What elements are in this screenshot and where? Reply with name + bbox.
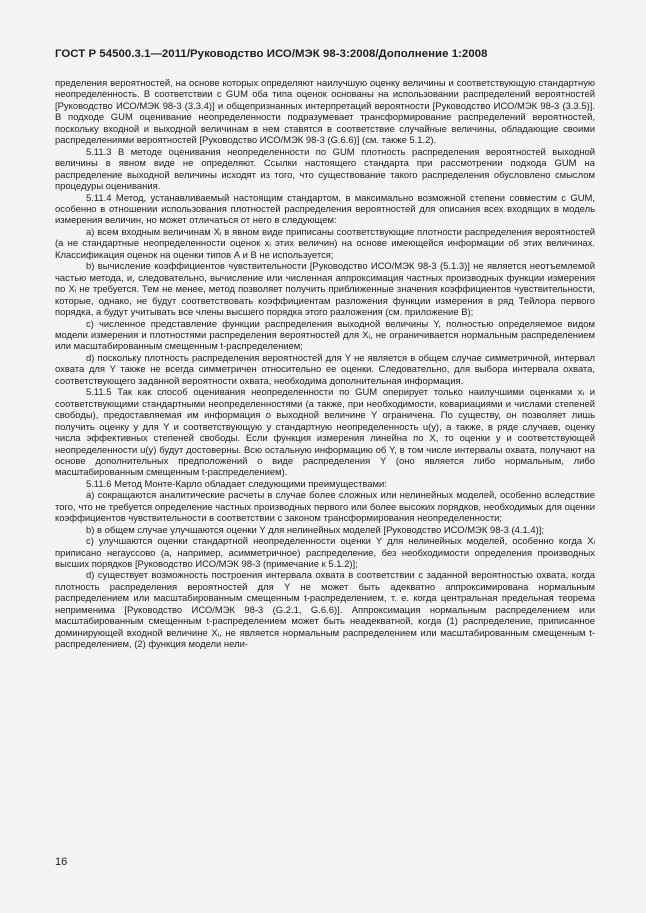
paragraph: d) существует возможность построения интервала охвата в соответствии с заданной вероятностью охвата, когда плотность распределения вероятностей для Y не может быть адекватно аппроксимирована нормальным распределением или масштабированным смещенным t-распределением, т. е. когда центральная предельная теорема неприменима [Руководство ИСО/МЭК 98-3 (G.2.1, G.6.6)]. Аппроксимация нормальным распределением или масштабированным смещенным t-распределением может быть неадекватной, когда (1) распределение, приписанное доминирующей входной величине Xᵢ, не является нормальным распределением или масштабированным смещенным t-распределением, (2) функция модели нели-	[55, 570, 595, 651]
body-text	[55, 78, 595, 651]
paragraph: пределения вероятностей, на основе которых определяют наилучшую оценку величины и соответствующую стандартную неопределенность. В соответствии с GUM оба типа оценок основаны на использовании распределений вероятностей [Руководство ИСО/МЭК 98-3 (3.3.4)] и общепризнанных интерпретаций вероятности [Руководство ИСО/МЭК 98-3 (3.3.5)]. В подходе GUM оценивание неопределенности подразумевает трансформирование распределений вероятностей, поскольку входной и выходной величинам в нем ставятся в соответствие случайные величины, обладающие своими распределениями вероятностей [Руководство ИСО/МЭК 98-3 (G.6.6)] (см. также 5.1.2).	[55, 78, 595, 147]
paragraph: b) вычисление коэффициентов чувствительности [Руководство ИСО/МЭК 98-3 (5.1.3)] не является неотъемлемой частью метода, и, следовательно, вычисление или численная аппроксимация частных производных функции измерения по Xᵢ не требуется. Тем не менее, метод позволяет получить приближенные значения коэффициентов чувствительности, которые, однако, не будут соответствовать коэффициентам разложения функции измерения в ряд Тейлора первого порядка, а будут учитывать все члены высшего порядка этого разложения (см. приложение В);	[55, 261, 595, 319]
page-header: ГОСТ Р 54500.3.1—2011/Руководство ИСО/МЭК 98-3:2008/Дополнение 1:2008	[55, 48, 488, 60]
page-number: 16	[55, 856, 68, 868]
paragraph: b) в общем случае улучшаются оценки Y для нелинейных моделей [Руководство ИСО/МЭК 98-3 (4.1.4)];	[86, 524, 544, 536]
paragraph: 5.11.3 В методе оценивания неопределенности по GUM плотность распределения вероятностей выходной величины в явном виде не определяют. Ссылки настоящего стандарта при рассмотрении подхода GUM на распределение выходной величины исходят из того, что существование такого распределения обусловлено смыслом процедуры оценивания.	[55, 146, 595, 193]
paragraph: 5.11.4 Метод, устанавливаемый настоящим стандартом, в максимально возможной степени совместим с GUM, особенно в отношении использования плотностей распределения вероятностей для описания всех входящих в модель измерения величин, но может отличаться от него в следующем:	[55, 192, 595, 227]
paragraph: а) сокращаются аналитические расчеты в случае более сложных или нелинейных моделей, особенно вследствие того, что не требуется определение частных производных первого или более высоких порядков, необходимых для оценки коэффициентов чувствительности в соответствии с законом трансформирования неопределенности;	[55, 490, 595, 525]
paragraph: 5.11.5 Так как способ оценивания неопределенности по GUM оперирует только наилучшими оценками xᵢ и соответствующими стандартными неопределенностями (а также, при необходимости, ковариациями и числами степеней свободы), предоставляемая им информация о выходной величине Y ограничена. По существу, он позволяет лишь получить оценку y для Y и соответствующую у стандартную неопределенность u(y), а также, в ряде случаев, оценку числа эффективных степеней свободы. Если функция измерения линейна по X, то оценки y и соответствующей неопределенности u(y) будут достоверны. Всю остальную информацию об Y, в том числе интервалы охвата, получают на основе дополнительных предположений о виде распределения Y (оно является либо нормальным, либо масштабированным смещенным t-распределением).	[55, 387, 595, 479]
paragraph: с) улучшаются оценки стандартной неопределенности оценки Y для нелинейных моделей, особенно когда Xᵢ приписано негауссово (а, например, асимметричное) распределение, без необходимости определения производных высших порядков [Руководство ИСО/МЭК 98-3 (примечание к 5.1.2)];	[55, 536, 595, 571]
paragraph: d) поскольку плотность распределения вероятностей для Y не является в общем случае симметричной, интервал охвата для Y также не всегда симметричен относительно ее оценки. Следовательно, для выбора интервала охвата, соответствующего заданной вероятности охвата, необходима дополнительная информация.	[55, 352, 595, 387]
paragraph: с) численное представление функции распределения выходной величины Y, полностью определяемое видом модели измерения и плотностями распределения вероятностей для Xᵢ, не ограничивается нормальным распределением или масштабированным смещенным t-распределением;	[55, 318, 595, 353]
paragraph: а) всем входным величинам Xᵢ в явном виде приписаны соответствующие плотности распределения вероятностей (а не стандартные неопределенности оценок xᵢ этих величин) на основе имеющейся информации об этих величинах. Классификация оценок на оценки типов А и В не используется;	[55, 226, 595, 261]
paragraph: 5.11.6 Метод Монте-Карло обладает следующими преимуществами:	[86, 478, 387, 490]
